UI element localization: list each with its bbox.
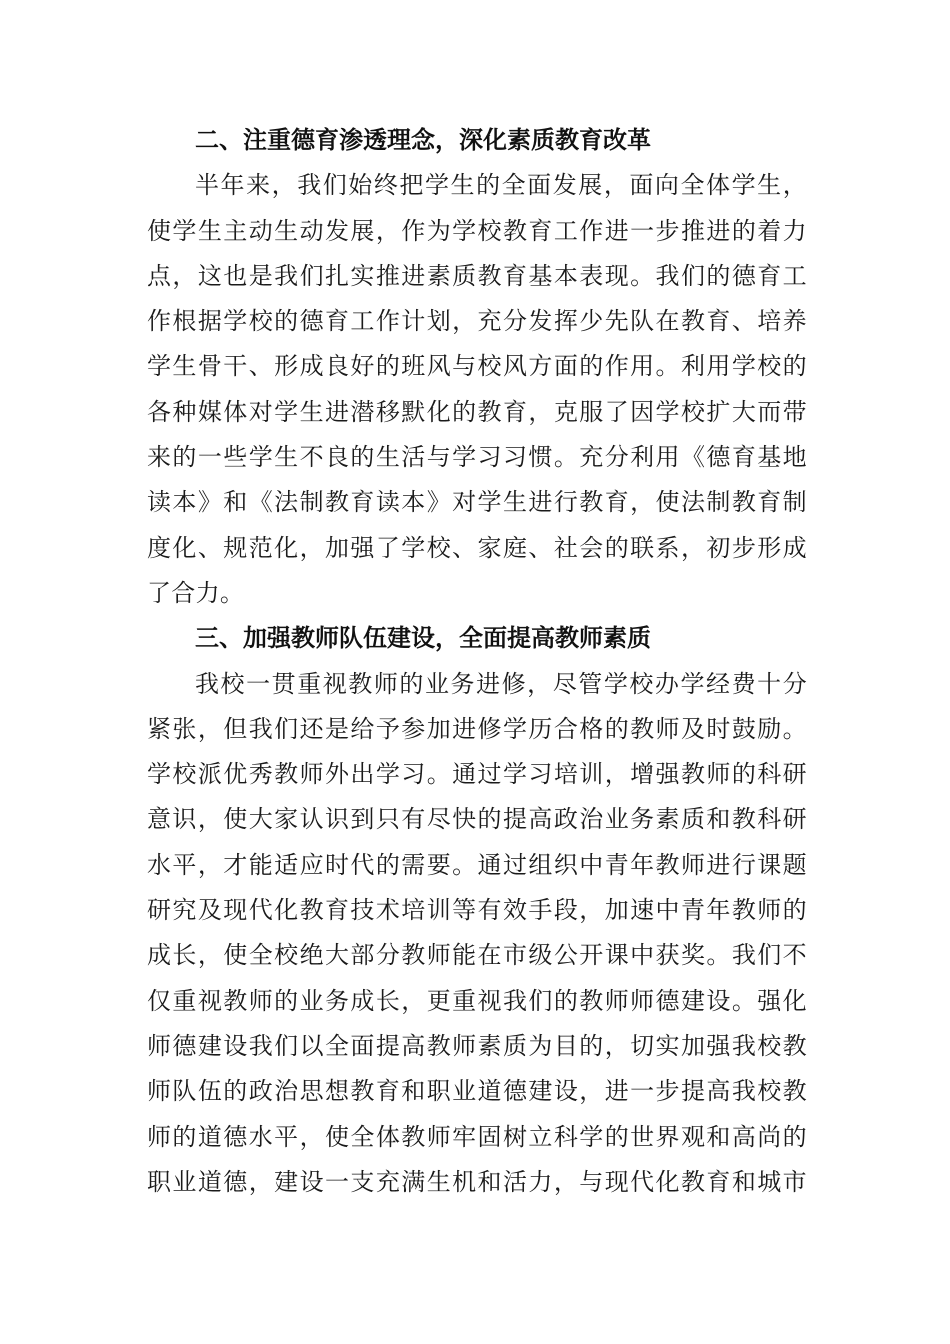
- paragraph-line: 师德建设我们以全面提高教师素质为目的，切实加强我校教: [147, 1031, 807, 1060]
- paragraph-line: 作根据学校的德育工作计划，充分发挥少先队在教育、培养: [147, 307, 807, 336]
- paragraph-line: 各种媒体对学生进潜移默化的教育，克服了因学校扩大而带: [147, 397, 807, 426]
- paragraph-line: 师队伍的政治思想教育和职业道德建设，进一步提高我校教: [147, 1077, 807, 1106]
- paragraph-line: 读本》和《法制教育读本》对学生进行教育，使法制教育制: [147, 488, 807, 517]
- section-heading-3: 三、加强教师队伍建设，全面提高教师素质: [195, 624, 651, 653]
- paragraph-line: 职业道德，建设一支充满生机和活力，与现代化教育和城市: [147, 1167, 807, 1196]
- document-body: [147, 118, 807, 1205]
- paragraph-line: 了合力。: [147, 578, 245, 607]
- paragraph-line: 学校派优秀教师外出学习。通过学习培训，增强教师的科研: [147, 760, 807, 789]
- paragraph-line: 水平，才能适应时代的需要。通过组织中青年教师进行课题: [147, 850, 807, 879]
- paragraph-line: 紧张，但我们还是给予参加进修学历合格的教师及时鼓励。: [147, 714, 807, 743]
- paragraph-line: 来的一些学生不良的生活与学习习惯。充分利用《德育基地: [147, 443, 807, 472]
- paragraph-line: 使学生主动生动发展，作为学校教育工作进一步推进的着力: [147, 216, 807, 245]
- paragraph-line: 学生骨干、形成良好的班风与校风方面的作用。利用学校的: [147, 352, 807, 381]
- paragraph-line: 仅重视教师的业务成长，更重视我们的教师师德建设。强化: [147, 986, 807, 1015]
- paragraph-line: 度化、规范化，加强了学校、家庭、社会的联系，初步形成: [147, 533, 807, 562]
- paragraph-line: 意识，使大家认识到只有尽快的提高政治业务素质和教科研: [147, 805, 807, 834]
- paragraph-line: 师的道德水平，使全体教师牢固树立科学的世界观和高尚的: [147, 1122, 807, 1151]
- paragraph-line: 我校一贯重视教师的业务进修，尽管学校办学经费十分: [195, 669, 807, 698]
- paragraph-line: 研究及现代化教育技术培训等有效手段，加速中青年教师的: [147, 896, 807, 925]
- paragraph-line: 点，这也是我们扎实推进素质教育基本表现。我们的德育工: [147, 261, 807, 290]
- paragraph-line: 成长，使全校绝大部分教师能在市级公开课中获奖。我们不: [147, 941, 807, 970]
- paragraph-line: 半年来，我们始终把学生的全面发展，面向全体学生，: [195, 171, 807, 200]
- section-heading-2: 二、注重德育渗透理念，深化素质教育改革: [195, 126, 651, 154]
